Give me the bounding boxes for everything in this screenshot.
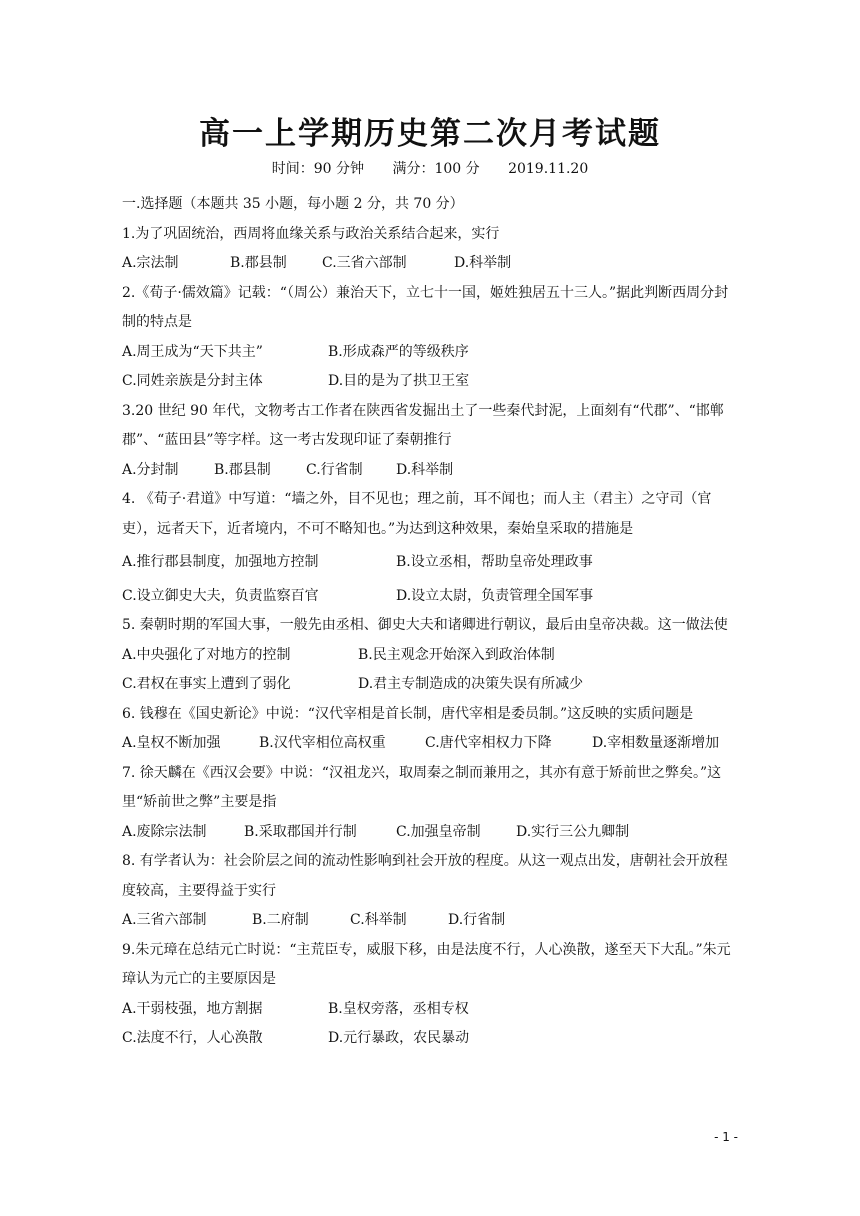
question-3-options — [122, 456, 740, 486]
question-1-options — [122, 249, 740, 279]
question-7: 7. 徐天麟在《西汉会要》中说：“汉祖龙兴，取周秦之制而兼用之，其亦有意于矫前世之弊矣。”这里“矫前世之弊”主要是指 — [122, 764, 722, 810]
option-d: D.宰相数量逐渐增加 — [592, 735, 720, 751]
option-d: D.科举制 — [396, 461, 454, 478]
question-4: 4. 《荀子·君道》中写道：“墙之外，目不见也；理之前，耳不闻也；而人主（君主）之守司（官吏），远者天下，近者境内，不可不略知也。”为达到这种效果，秦始皇采取的措施是 — [122, 491, 712, 537]
option-d: D.元行暴政，农民暴动 — [328, 1030, 470, 1046]
option-a: A.推行郡县制度，加强地方控制 — [122, 554, 319, 570]
option-b: B.形成森严的等级秩序 — [328, 343, 469, 360]
page-number: - 1 - — [714, 1130, 738, 1144]
option-a: A.中央强化了对地方的控制 — [122, 646, 291, 663]
question-9-options-row1 — [122, 995, 740, 1025]
question-3: 3.20 世纪 90 年代，文物考古工作者在陕西省发掘出土了一些秦代封泥，上面刻有“代郡”、“邯郸郡”、“蓝田县”等字样。这一考古发现印证了秦朝推行 — [122, 402, 724, 448]
question-2-options-row2 — [122, 367, 740, 397]
option-c: C.科举制 — [350, 912, 407, 928]
section-heading: 一.选择题（本题共 35 小题，每小题 2 分，共 70 分） — [122, 196, 464, 212]
option-a: A.干弱枝强，地方割据 — [122, 1000, 263, 1017]
question-list — [122, 190, 740, 1054]
exam-info — [0, 158, 860, 178]
exam-date: 2019.11.20 — [508, 161, 589, 177]
question-2: 2.《荀子·儒效篇》记载：“（周公）兼治天下，立七十一国，姬姓独居五十三人。”据此判断西周分封制的特点是 — [122, 284, 729, 330]
question-8-options — [122, 906, 740, 936]
option-b: B.设立丞相，帮助皇帝处理政事 — [396, 554, 593, 570]
option-b: B.民主观念开始深入到政治体制 — [358, 646, 555, 663]
question-9-options-row2 — [122, 1024, 740, 1054]
question-5-options-row2 — [122, 670, 740, 700]
option-a: A.三省六部制 — [122, 912, 207, 928]
option-a: A.分封制 — [122, 461, 179, 478]
option-a: A.宗法制 — [122, 255, 179, 271]
question-4-options-row1 — [122, 548, 740, 578]
question-4-options-row2 — [122, 582, 740, 612]
option-b: B.郡县制 — [230, 255, 287, 271]
option-c: C.君权在事实上遭到了弱化 — [122, 676, 291, 692]
option-b: B.采取郡国并行制 — [244, 823, 357, 840]
option-d: D.实行三公九卿制 — [516, 823, 630, 840]
question-1: 1.为了巩固统治，西周将血缘关系与政治关系结合起来，实行 — [122, 225, 500, 242]
option-b: B.皇权旁落，丞相专权 — [328, 1000, 469, 1017]
question-7-options — [122, 818, 740, 848]
question-2-options-row1 — [122, 338, 740, 368]
option-c: C.三省六部制 — [322, 255, 407, 271]
option-c: C.设立御史大夫，负责监察百官 — [122, 587, 319, 604]
option-d: D.设立太尉，负责管理全国军事 — [396, 587, 594, 604]
exam-time: 时间：90 分钟 — [271, 161, 364, 177]
document-title: 高一上学期历史第二次月考试题 — [199, 116, 661, 152]
option-d: D.君主专制造成的决策失误有所减少 — [358, 676, 584, 692]
option-d: D.科举制 — [454, 255, 512, 271]
question-6: 6. 钱穆在《国史新论》中说：“汉代宰相是首长制，唐代宰相是委员制。”这反映的实质问题是 — [122, 705, 694, 722]
option-a: A.皇权不断加强 — [122, 735, 221, 751]
exam-score: 满分：100 分 — [392, 161, 480, 177]
option-b: B.郡县制 — [214, 461, 271, 478]
option-c: C.同姓亲族是分封主体 — [122, 373, 263, 389]
question-6-options — [122, 729, 740, 759]
question-5: 5. 秦朝时期的军国大事，一般先由丞相、御史大夫和诸卿进行朝议，最后由皇帝决裁。这一做法使 — [122, 617, 728, 633]
option-b: B.二府制 — [252, 912, 309, 928]
option-d: D.目的是为了拱卫王室 — [328, 373, 470, 389]
option-c: C.唐代宰相权力下降 — [425, 735, 552, 751]
question-8: 8. 有学者认为：社会阶层之间的流动性影响到社会开放的程度。从这一观点出发，唐朝社会开放程度较高，主要得益于实行 — [122, 853, 728, 899]
question-5-options-row1 — [122, 641, 740, 671]
option-b: B.汉代宰相位高权重 — [259, 735, 386, 751]
option-c: C.法度不行，人心涣散 — [122, 1030, 263, 1046]
question-9: 9.朱元璋在总结元亡时说：“主荒臣专，威服下移，由是法度不行，人心涣散，遂至天下大乱。”朱元璋认为元亡的主要原因是 — [122, 941, 731, 987]
option-c: C.加强皇帝制 — [396, 823, 481, 840]
option-d: D.行省制 — [448, 912, 506, 928]
option-c: C.行省制 — [306, 461, 363, 478]
option-a: A.废除宗法制 — [122, 823, 207, 840]
option-a: A.周王成为“天下共主” — [122, 343, 263, 360]
